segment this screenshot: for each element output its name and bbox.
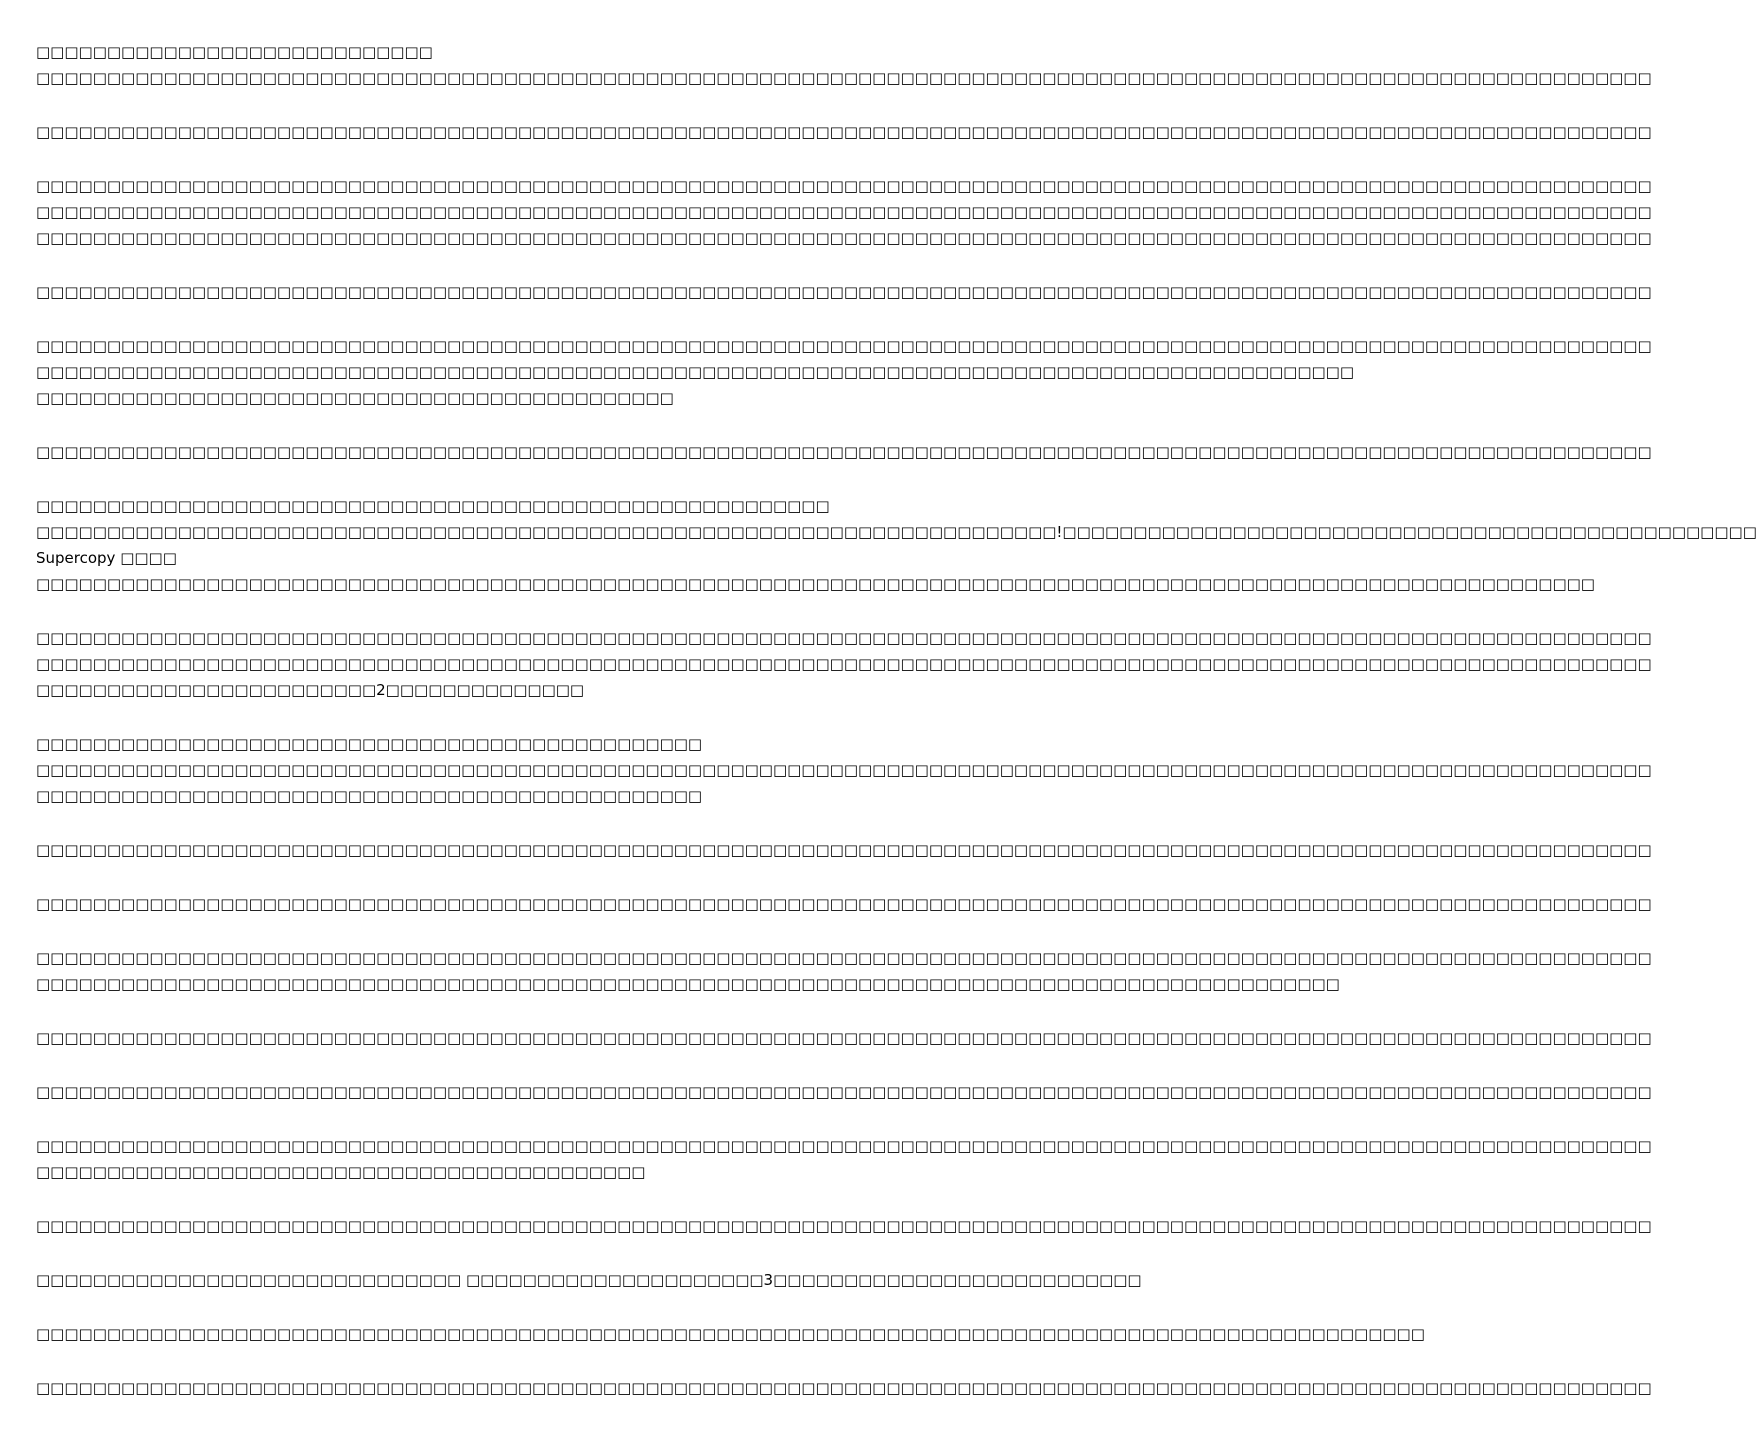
paragraph: [36, 1133, 1652, 1185]
paragraph: [36, 333, 1652, 411]
paragraph: [36, 173, 1652, 251]
paragraph: [36, 119, 1652, 145]
text-line: □□□□□□□□□□□□□□□□□□□□□□□□□□□□□□□□□□□□□□□□□□□□□□□□□□□□□□□□□□□□□□□□□□□□□□□□□□□□□□□□□□□□□□□□□□□□□□□□□□□□□□□□□□□□□□□□□□: [36, 229, 1652, 247]
text-line: □□□□□□□□□□□□□□□□□□□□□□□□□□□□□□□□□□□□□□□□□□□□□□□□□□□□□□□□□□□□□□□□□□□□□□□□□□□□□□□□□□□□□□□□□□□□□□□□□□□□□□□□□□□□□□□□□□: [36, 177, 1652, 195]
text-line: □□□□□□□□□□□□□□□□□□□□□□□□□□□□: [36, 43, 433, 61]
text-line: □□□□□□□□□□□□□□□□□□□□□□□□□□□□□□□□□□□□□□□□□□□□□□□□□□□□□□□□□□□□□□□□□□□□□□□□□□□□□□□□□□□□□□□□□□□□□□□□□□□□□□□□□□□□□□□□□□: [36, 761, 1652, 779]
text-line: □□□□□□□□□□□□□□□□□□□□□□□□□□□□□□□□□□□□□□□□□□□□□□□□□□□□□□□□□□□□□□□□□□□□□□□□□□□□□□□□□□□□□□□□□□□□□□□□□□□□□□□□□□□□□□□□□□: [36, 283, 1652, 301]
text-line: □□□□□□□□□□□□□□□□□□□□□□□□□□□□□□□□□□□□□□□□□□□□□□□□□□□□□□□□□□□□□□□□□□□□□□□□□□□□□□□□□□□□□□□□□□□□□□□□□□□□□□□□□□□□□□□□□□: [36, 895, 1652, 913]
text-line: □□□□□□□□□□□□□□□□□□□□□□□□□□□□□□□□□□□□□□□□□□□□□□□□□□□□□□□□□□□□□□□□□□□□□□□□□□□□□□□□□□□□□□□□□□□□□: [36, 363, 1355, 381]
paragraph: [36, 279, 1652, 305]
paragraph: [36, 837, 1652, 863]
paragraph: [36, 891, 1652, 917]
text-line: □□□□□□□□□□□□□□□□□□□□□□□□□□□□□□□□□□□□□□□□□□□□□□□□□□□□□□□□□□□□□□□□□□□□□□□□□□□□□□□□□□□□□□□□□□□□□□□□□□□□□□□□□□□□□□□□□□: [36, 629, 1652, 647]
text-line: □□□□□□□□□□□□□□□□□□□□□□□□□□□□□□□□□□□□□□□□□□□□□□□□□□□□□□□□□□□□□□□□□□□□□□□□□□□□□□□□□□□□□□□□□□□□□□□□□□□□□□□□□□□□□□□□□□: [36, 123, 1652, 141]
text-line: Supercopy □□□□: [36, 549, 177, 567]
paragraph: [36, 439, 1652, 465]
text-line: □□□□□□□□□□□□□□□□□□□□□□□□□□□□□□□□□□□□□□□□□□□□□: [36, 389, 674, 407]
text-line: □□□□□□□□□□□□□□□□□□□□□□□□□□□□□□□□□□□□□□□□□□□□□□□□□□□□□□□□□□□□□□□□□□□□□□□□□□□□□□□□□□□□□□□□□□□□□□□□□□□□□□□□□□□□□□: [36, 575, 1595, 593]
text-line: □□□□□□□□□□□□□□□□□□□□□□□□□□□□□□□□□□□□□□□□□□□□□□□□□□□□□□□□□□□□□□□□□□□□□□□□□□□□□□□□□□□□□□□□□□□□□□□□□□□□□□□□□□□□□□□□□□: [36, 655, 1652, 673]
text-line: □□□□□□□□□□□□□□□□□□□□□□□□□□□□□□□□□□□□□□□□□□□□□□□: [36, 787, 703, 805]
document-body: [36, 39, 1757, 1429]
paragraph: [36, 1375, 1652, 1401]
text-line: □□□□□□□□□□□□□□□□□□□□□□□□□□□□□□□□□□□□□□□□□□□□□□□□□□□□□□□□□□□□□□□□□□□□□□□□□□□□□□□□□□□□□□□□□□□□: [36, 975, 1340, 993]
text-line: □□□□□□□□□□□□□□□□□□□□□□□□□□□□□□□□□□□□□□□□□□□□□□□□□□□□□□□□□□□□□□□□□□□□□□□□□□□□□□□□□□□□□□□□□□□□□□□□□□□□□□□□□□□□□□□□□□: [36, 1137, 1652, 1155]
text-line: □□□□□□□□□□□□□□□□□□□□□□□□2□□□□□□□□□□□□□□: [36, 681, 585, 699]
text-line: □□□□□□□□□□□□□□□□□□□□□□□□□□□□□□□□□□□□□□□□□□□□□□□: [36, 735, 703, 753]
text-line: □□□□□□□□□□□□□□□□□□□□□□□□□□□□□□□□□□□□□□□□□□□□□□□□□□□□□□□□□□□□□□□□□□□□□□□□□□□□□□□□□□□□□□□□□□□□□□□□□□□□□□□□□□□□□□□□□□: [36, 1083, 1652, 1101]
paragraph: [36, 1025, 1652, 1051]
text-line: □□□□□□□□□□□□□□□□□□□□□□□□□□□□□□□□□□□□□□□□□□□□□□□□□□□□□□□□□□□□□□□□□□□□□□□□□□□□□□□□□□□□□□□□□□□□□□□□□□□□□□□□□□□□□□□□□□: [36, 443, 1652, 461]
text-line: □□□□□□□□□□□□□□□□□□□□□□□□□□□□□□□□□□□□□□□□□□□□□□□□□□□□□□□□□□□□□□□□□□□□□□□□□□□□□□□□□□□□□□□□□□□□□□□□□□□□□□□□□□□□□□□□□□: [36, 841, 1652, 859]
paragraph: [36, 1321, 1425, 1347]
paragraph: [36, 1213, 1652, 1239]
text-line: □□□□□□□□□□□□□□□□□□□□□□□□□□□□□□□□□□□□□□□□□□□□□□□□□□□□□□□□□□□□□□□□□□□□□□□□□□□□□□□□□□□□□□□□□□□□□□□□□□□□□□□□□□□□□□□□□□: [36, 1217, 1652, 1235]
text-line: □□□□□□□□□□□□□□□□□□□□□□□□□□□□□□□□□□□□□□□□□□□□□□□□□□□□□□□□□□□□□□□□□□□□□□□□□□□□□□□□□□□□□□□□□□□□□□□□□□: [36, 1325, 1425, 1343]
text-line: □□□□□□□□□□□□□□□□□□□□□□□□□□□□□□□□□□□□□□□□□□□□□□□□□□□□□□□□□□□□□□□□□□□□□□□□□□□□□□□□□□□□□□□□□□□□□□□□□□□□□□□□□□□□□□□□□□: [36, 69, 1652, 87]
paragraph: [36, 39, 1652, 91]
paragraph: [36, 731, 1652, 809]
paragraph: [36, 1267, 1142, 1293]
text-line: □□□□□□□□□□□□□□□□□□□□□□□□□□□□□□□□□□□□□□□□□□□□□□□□□□□□□□□□□□□□□□□□□□□□□□□□□□□□□□□□□□□□□□□□□□□□□□□□□□□□□□□□□□□□□□□□□□: [36, 1029, 1652, 1047]
text-line: □□□□□□□□□□□□□□□□□□□□□□□□□□□□□□□□□□□□□□□□□□□□□□□□□□□□□□□□□□□□□□□□□□□□□□□□□□□□□□□□□□□□□□□□□□□□□□□□□□□□□□□□□□□□□□□□□□: [36, 203, 1652, 221]
paragraph: [36, 625, 1652, 703]
text-line: □□□□□□□□□□□□□□□□□□□□□□□□□□□□□□□□□□□□□□□□□□□□□□□□□□□□□□□□□□□□□□□□□□□□□□□□□□□□□□□□□□□□□□□□□□□□□□□□□□□□□□□□□□□□□□□□□□: [36, 949, 1652, 967]
paragraph: [36, 1079, 1652, 1105]
text-line: □□□□□□□□□□□□□□□□□□□□□□□□□□□□□□□□□□□□□□□□□□□□□□□□□□□□□□□□□□□□□□□□□□□□□□□□□□□□□□□□□□□□□□□□□□□□□□□□□□□□□□□□□□□□□□□□□□: [36, 1379, 1652, 1397]
paragraph: [36, 493, 1757, 597]
text-line: □□□□□□□□□□□□□□□□□□□□□□□□□□□□□□□□□□□□□□□□□□□□□□□□□□□□□□□□□□□□□□□□□□□□□□□□□□□□□□□□□□□□□□□□□□□□□□□□□□□□□□□□□□□□□□□□□□: [36, 337, 1652, 355]
text-line: □□□□□□□□□□□□□□□□□□□□□□□□□□□□□□□□□□□□□□□□□□□□□□□□□□□□□□□□□□□□□□□□□□□□□□□□!□□□□□□□□□□□□□□□□□□□□□□□□□□□□□□□□□□□□□□□□□□□□□□□□□: [36, 523, 1757, 541]
paragraph: [36, 945, 1652, 997]
text-line: □□□□□□□□□□□□□□□□□□□□□□□□□□□□□□□□□□□□□□□□□□□□□□□□□□□□□□□□: [36, 497, 830, 515]
text-line: □□□□□□□□□□□□□□□□□□□□□□□□□□□□□□ □□□□□□□□□□□□□□□□□□□□□3□□□□□□□□□□□□□□□□□□□□□□□□□□: [36, 1271, 1142, 1289]
text-line: □□□□□□□□□□□□□□□□□□□□□□□□□□□□□□□□□□□□□□□□□□□: [36, 1163, 646, 1181]
